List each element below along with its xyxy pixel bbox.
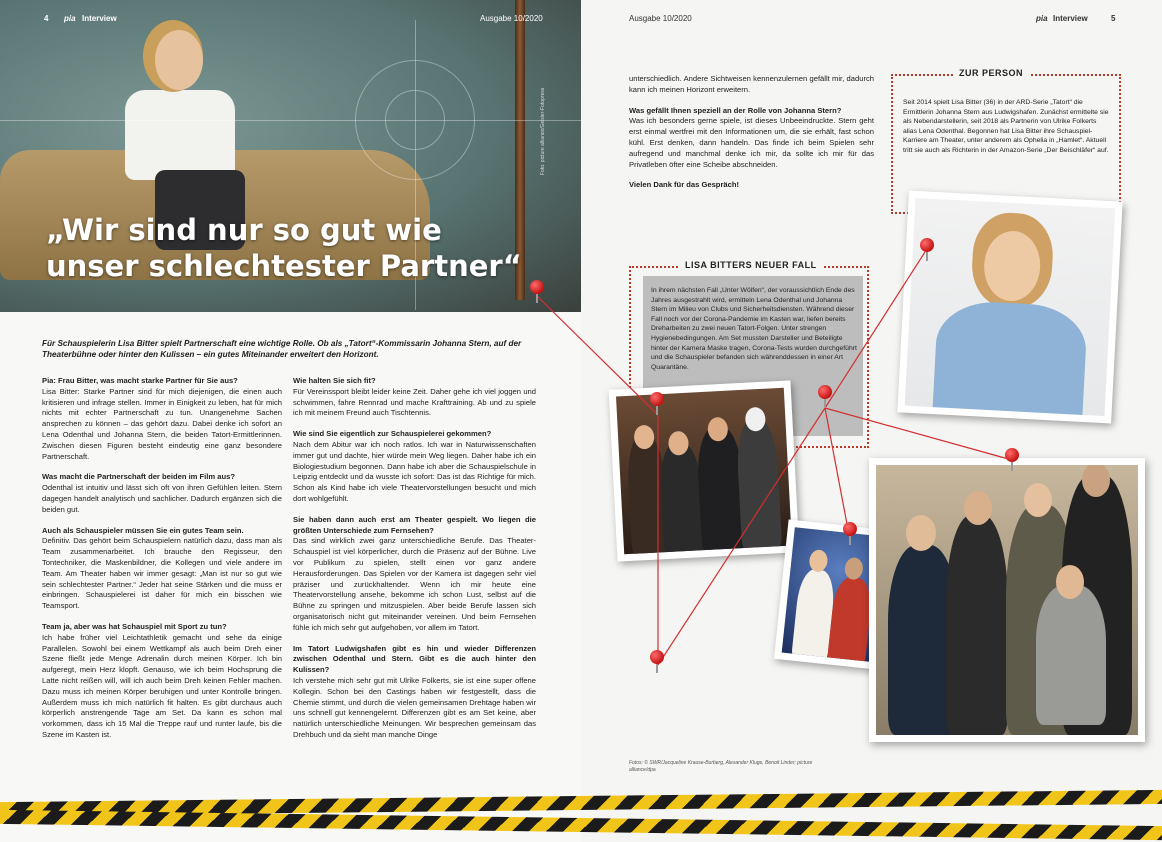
section-label: Interview: [82, 14, 117, 23]
right-page: [581, 0, 1162, 842]
pushpin-icon: [647, 650, 667, 674]
pushpin-icon: [815, 385, 835, 409]
pushpin-icon: [527, 280, 547, 304]
brand-logo: pia: [64, 14, 76, 23]
qa-block: Sie haben dann auch erst am Theater gespielt. Wo liegen die größten Unterschiede zum Fernsehen? Das sind wirklich zwei ganz unterschiedliche Berufe. Das Theater-Schauspiel ist viel körperlicher, durch die Präsenz auf der Bühne. Live vor Publikum zu spielen, stellt einen vor ganz andere Herausforderungen. Das Spielen vor der Kamera ist dagegen sehr viel präziser und zurückhaltender. Wenn ich mir heute eine Theatervorstellung ansehe, bekomme ich schon Lust, selbst auf die Bühne zu springen und mitzuspielen. Aber beide Berufe lassen sich organisatorisch nicht gut miteinander vereinen. Und beim Fernsehen fühle ich mich sehr gut aufgehoben, vor allem im Tatort.: [293, 514, 536, 632]
column-2: [293, 376, 536, 751]
qa-block: Was gefällt Ihnen speziell an der Rolle von Johanna Stern? Was ich besonders gerne spiele, ist dieses Unbeeindruckte. Stern geht erst einmal wertfrei mit den Informationen um, die sie erhält, fast schon kühl. Erst denken, dann handeln. Das finde ich beim Spielen sehr aufregend und manchmal denke ich mir, da sollte ich mir für das Privatleben öfter eine Scheibe abschneiden.: [629, 105, 874, 169]
qa-block: Im Tatort Ludwigshafen gibt es hin und wieder Differenzen zwischen Odenthal und Stern. Gibt es die auch hinter den Kulissen? Ich verstehe mich sehr gut mit Ulrike Folkerts, sie ist eine super offene Kollegin. Schon bei den Castings haben wir festgestellt, dass die Chemie stimmt, und durch die vielen gemeinsamen Drehtage haben wir uns schnell gut kennengelernt. Differenzen gibt es am Set keine, aber natürlich unterschiedliche Meinungen. Wir besprechen gemeinsam das Drehbuch und da sieht man manche Dinge: [293, 643, 536, 739]
section-label: Interview: [1053, 14, 1088, 23]
portrait-lisa-bitter: [95, 30, 275, 240]
headline: „Wir sind nur so gut wie unser schlechtester Partner“: [46, 213, 522, 283]
photo-credits: Fotos: © SWR/Jacqueline Krause-Burberg, Alexander Kluge, Benoit Linder; picture alliance/dpa: [629, 760, 813, 773]
neuer-fall-title: LISA BITTERS NEUER FALL: [679, 260, 823, 270]
photo-cast-group: [609, 380, 800, 561]
qa-block: Wie halten Sie sich fit? Für Vereinssport bleibt leider keine Zeit. Daher gehe ich viel joggen und schwimmen, fahre Rennrad und mache Krafttraining. Ab und zu spiele ich mit meinem Freund auch Tischtennis.: [293, 376, 536, 418]
qa-block: Was macht die Partnerschaft der beiden im Film aus? Odenthal ist intuitiv und lässt sich oft von ihren Gefühlen leiten. Stern dagegen handelt analytisch und sachlicher. Dadurch ergänzen sich die beiden gut.: [42, 472, 282, 514]
column-1: [42, 376, 282, 751]
qa-block: unterschiedlich. Andere Sichtweisen kennenzulernen gefällt mir, dadurch kann ich meinen Horizont erweitern.: [629, 74, 874, 94]
photo-portrait: [897, 191, 1122, 424]
zur-person-title: ZUR PERSON: [953, 68, 1029, 78]
neuer-fall-body: In ihrem nächsten Fall „Unter Wölfen“, der voraussichtlich Ende des Jahres ausgestrahlt wird, ermitteln Lena Odenthal und Johanna Stern im Milieu von Clubs und Sicherheitsdiensten. Während dieser Fall noch vor der Corona-Pandemie im Kasten war, liefen bereits Dreharbeiten zu zwei neuen Tatort-Folgen. Unter strengen Hygienebedingungen. Am Set mussten Darsteller und Beteiligte hinter der Kamera Maske tragen, Corona-Tests wurden durchgeführt und die Schauspieler befanden sich währenddessen in einer Art Quarantäne.: [651, 287, 857, 371]
issue-label: Ausgabe 10/2020: [480, 14, 543, 23]
pushpin-icon: [647, 392, 667, 416]
qa-block: Team ja, aber was hat Schauspiel mit Sport zu tun? Ich habe früher viel Leichtathletik gemacht und sehe da einige Parallelen. Sowohl bei einem Wettkampf als auch beim Dreh einer Szene fließt jede Menge Adrenalin durch meinen Körper. Ich bin aufgeregt, mein Herz klopft. Genauso, wie ich beim Hochsprung die Latte nicht reißen will, will ich auch beim Dreh keinen Fehler machen. Dazu muss ich meinen Körper beruhigen und unter Kontrolle bringen. Außerdem muss ich mich natürlich fit halten. Es gibt durchaus auch körperlich anstrengende Tage am Set. Da kann es schon mal vorkommen, dass ich 15 Mal die Treppe rauf und runter laufe, bis die Szene im Kasten ist.: [42, 621, 282, 739]
closing-line: Vielen Dank für das Gespräch!: [629, 180, 740, 190]
qa-block: Wie sind Sie eigentlich zur Schauspielerei gekommen? Nach dem Abitur war ich noch ratlos. Ich war in Naturwissenschaften immer gut und dachte, hier würde mein Weg liegen. Daher habe ich ein Biologiestudium begonnen. Dann habe ich aber die Schauspielschule in Leipzig entdeckt und da wusste ich sofort: Das ist das Richtige für mich. Schon als Kind habe ich viele Theatervorstellungen besucht und mich dort wohlgefühlt.: [293, 429, 536, 503]
pushpin-icon: [917, 238, 937, 262]
qa-block: Pia: Frau Bitter, was macht starke Partner für Sie aus? Lisa Bitter: Starke Partner sind für mich diejenigen, die einen auch kritisieren und infrage stellen. Immer in Einigkeit zu leben, hat für mich nichts mit echter Partnerschaft zu tun. Unangenehme Sachen ansprechen zu können – das gehört dazu. Dabei denke ich sofort an Lena Odenthal und Johanna Stern, die beiden Tatort-Ermittlerinnen. Zwischen diesen Figuren besteht eindeutig eine ganz besondere Partnerschaft.: [42, 376, 282, 461]
issue-label: Ausgabe 10/2020: [629, 14, 692, 23]
photo-credit: Foto: picture alliance/Geisler-Fotopress: [540, 87, 546, 175]
page-number: 4: [44, 14, 49, 23]
qa-block: Auch als Schauspieler müssen Sie ein gutes Team sein. Definitiv. Das gehört beim Schauspielern natürlich dazu, dass man als Team zusammenarbeitet. Ich brauche den Regisseur, den Tontechniker, die Maskenbildner, die Kollegen und viele andere im Team. Am Theater haben wir immer gesagt: „Man ist nur so gut wie sein schlechtester Partner.“ Jeder hat seine Stärken und die muss er einbringen. Schauspielerei ist daher für mich ein bisschen wie Teamsport.: [42, 525, 282, 611]
pushpin-icon: [840, 522, 860, 546]
zur-person-body: Seit 2014 spielt Lisa Bitter (36) in der ARD-Serie „Tatort“ die Ermittlerin Johanna Stern aus Ludwigshafen. Zunächst ermittelte sie als Nebendarstellerin, seit 2018 als Partnerin von Ulrike Folkerts alias Lena Odenthal. Begonnen hat Lisa Bitter ihre Schauspiel-Karriere am Theater, unter anderem als Ophelia in „Hamlet“. Aktuell tritt sie auch als Richterin in der Amazon-Serie „Der Beischläfer“ auf.: [903, 99, 1109, 154]
photo-set-masks: [869, 458, 1145, 742]
page-number: 5: [1111, 14, 1116, 23]
intro-text: Für Schauspielerin Lisa Bitter spielt Partnerschaft eine wichtige Rolle. Ob als „Tatort“-Kommissarin Johanna Stern, auf der Theaterbühne oder hinter den Kulissen – ein gutes Miteinander erweitert den Horizont.: [42, 339, 522, 359]
brand-logo: pia: [1036, 14, 1048, 23]
pushpin-icon: [1002, 448, 1022, 472]
hero-photo: [0, 0, 581, 312]
column-3: [629, 74, 874, 201]
